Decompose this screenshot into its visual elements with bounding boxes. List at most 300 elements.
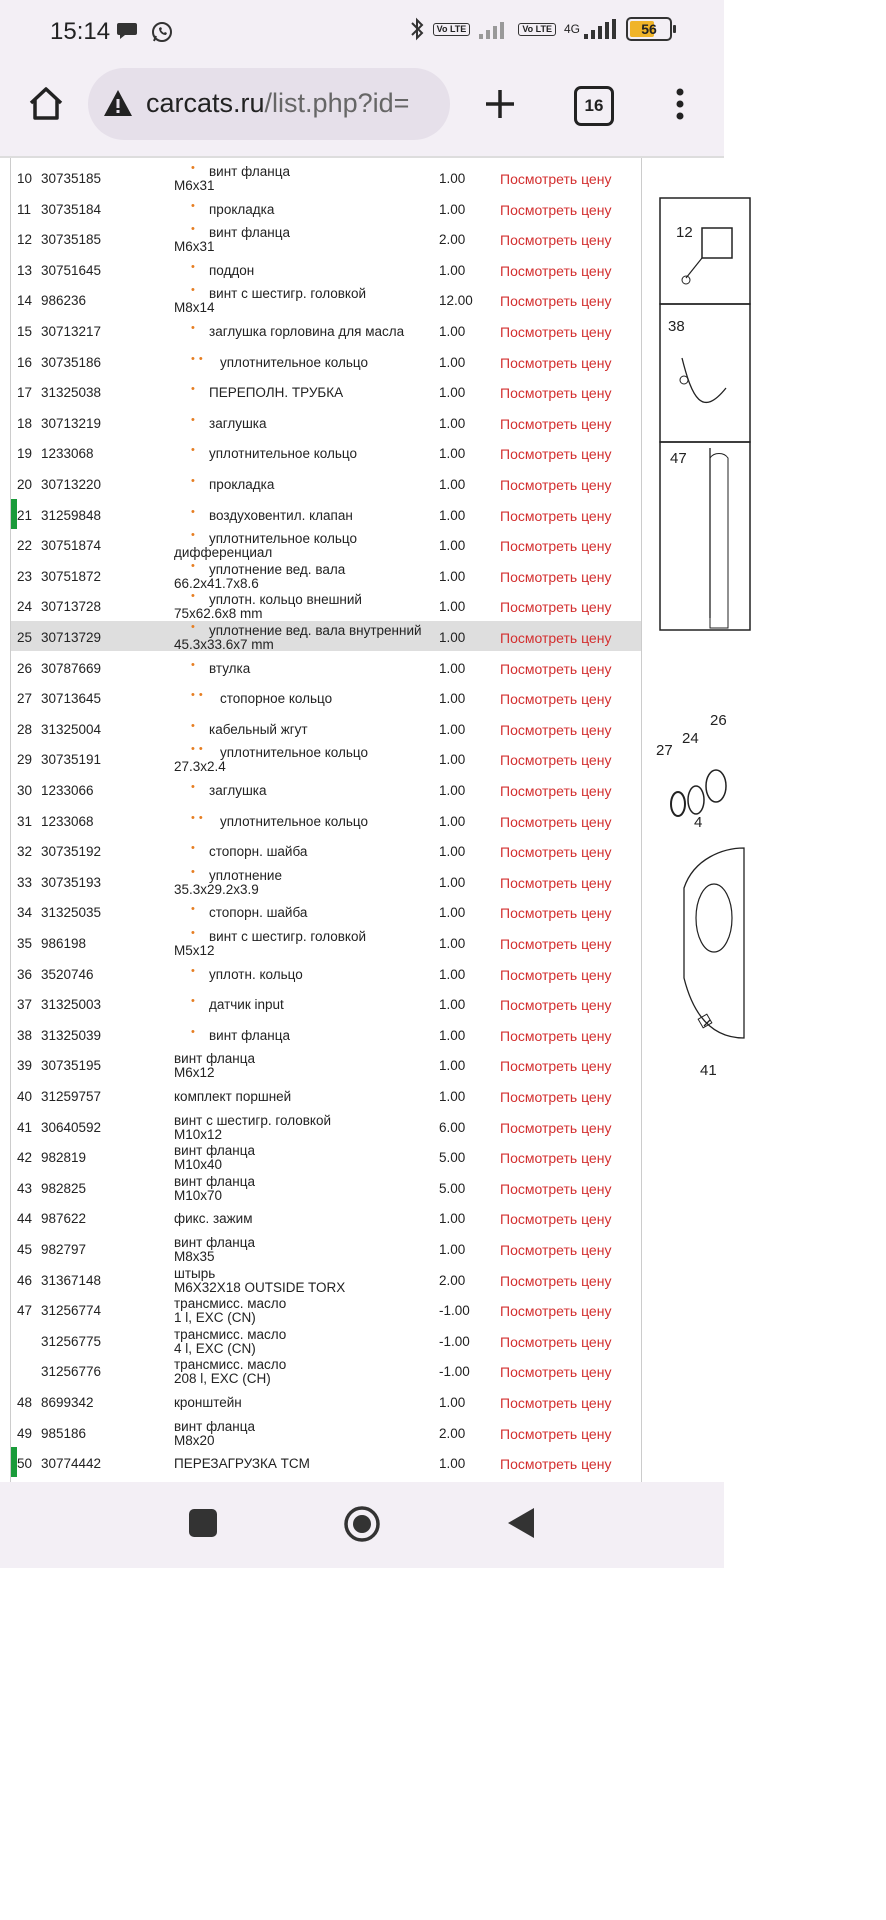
- part-spec: M6x31: [174, 178, 215, 193]
- quantity: 1.00: [439, 385, 466, 401]
- part-description: трансмисс. масло: [174, 1296, 287, 1312]
- indent-dots: •: [191, 865, 199, 878]
- part-spec: M8x35: [174, 1249, 215, 1264]
- part-description: винт фланца: [174, 1173, 255, 1189]
- position-number: 17: [17, 385, 33, 401]
- table-row: [11, 1325, 641, 1355]
- view-price-link[interactable]: Посмотреть цену: [500, 201, 612, 218]
- view-price-link[interactable]: Посмотреть цену: [500, 1242, 612, 1258]
- diagram-label: 24: [682, 730, 699, 747]
- indent-dots: •: [191, 444, 199, 457]
- view-price-link[interactable]: Посмотреть цену: [500, 874, 612, 891]
- table-row: [11, 621, 641, 651]
- view-price-link[interactable]: Посмотреть цену: [500, 1425, 612, 1442]
- quantity: 1.00: [439, 1211, 466, 1227]
- whatsapp-icon: [150, 20, 174, 44]
- quantity: 5.00: [439, 1150, 466, 1166]
- bluetooth-icon: [409, 16, 425, 42]
- position-number: 23: [17, 568, 33, 584]
- view-price-link[interactable]: Посмотреть цену: [500, 262, 612, 279]
- view-price-link[interactable]: Посмотреть цену: [500, 721, 612, 738]
- part-number: 30751645: [41, 262, 102, 278]
- view-price-link[interactable]: Посмотреть цену: [500, 844, 612, 861]
- quantity: 1.00: [439, 752, 466, 768]
- view-price-link[interactable]: Посмотреть цену: [500, 1180, 612, 1197]
- position-number: 34: [17, 905, 33, 921]
- part-spec: 75x62.6x8 mm: [174, 606, 263, 622]
- part-description: уплотнительное кольцо: [209, 446, 357, 462]
- table-row: [11, 927, 641, 957]
- diagram-label: 47: [670, 450, 687, 467]
- indent-dots: •: [191, 199, 199, 212]
- indent-dots: •: [191, 719, 199, 732]
- view-price-link[interactable]: Посмотреть цену: [500, 1027, 612, 1044]
- view-price-link[interactable]: Посмотреть цену: [500, 966, 612, 983]
- table-row: [11, 743, 641, 773]
- recent-apps-button[interactable]: [188, 1508, 218, 1538]
- part-number: 982797: [41, 1242, 87, 1257]
- position-number: 27: [17, 691, 33, 707]
- table-row: [11, 315, 641, 345]
- part-description: стопорное кольцо: [220, 691, 333, 707]
- table-row: [11, 652, 641, 682]
- part-number: 986236: [41, 293, 87, 309]
- part-description: поддон: [209, 262, 255, 278]
- part-number: 30713217: [41, 324, 102, 339]
- part-description: прокладка: [209, 477, 275, 492]
- part-description: комплект поршней: [174, 1089, 292, 1104]
- indent-dots: •: [191, 284, 199, 297]
- view-price-link[interactable]: Посмотреть цену: [500, 385, 612, 402]
- table-row: [11, 468, 641, 498]
- indent-dots: •: [191, 529, 199, 542]
- view-price-link[interactable]: Посмотреть цену: [500, 1364, 612, 1381]
- table-row: [11, 1202, 641, 1232]
- part-number: 30713729: [41, 630, 102, 645]
- table-row: [11, 1141, 641, 1171]
- view-price-link[interactable]: Посмотреть цену: [500, 1395, 612, 1411]
- part-spec: M8x20: [174, 1432, 215, 1448]
- quantity: 1.00: [439, 936, 466, 951]
- indent-dots: •: [191, 842, 199, 855]
- quantity: 1.00: [439, 477, 466, 492]
- view-price-link[interactable]: Посмотреть цену: [500, 630, 612, 646]
- volte-badge-2: Vo LTE: [518, 23, 556, 36]
- table-row: [11, 1172, 641, 1202]
- quantity: 1.00: [439, 813, 466, 829]
- table-row: [11, 590, 641, 620]
- address-bar[interactable]: [88, 68, 450, 140]
- table-row: [11, 682, 641, 712]
- quantity: 1.00: [439, 1027, 466, 1043]
- position-number: 40: [17, 1089, 33, 1104]
- indent-dots: •: [191, 927, 199, 939]
- position-number: 33: [17, 874, 33, 890]
- part-description: кронштейн: [174, 1395, 242, 1410]
- view-price-link[interactable]: Посмотреть цену: [500, 415, 612, 432]
- view-price-link[interactable]: Посмотреть цену: [500, 446, 612, 463]
- position-number: 14: [17, 293, 33, 309]
- system-nav-bar: [0, 1482, 724, 1568]
- page-content: [0, 156, 727, 1484]
- part-spec: 27.3x2.4: [174, 759, 226, 775]
- part-description: уплотнение вед. вала: [209, 561, 346, 577]
- indent-dots: •: [191, 322, 199, 334]
- part-spec: M10x40: [174, 1157, 223, 1173]
- parts-table: [10, 158, 642, 1484]
- part-number: 30735195: [41, 1058, 102, 1074]
- part-number: 30735192: [41, 844, 102, 860]
- view-price-link[interactable]: Посмотреть цену: [500, 813, 612, 830]
- part-description: заглушка: [209, 783, 267, 798]
- diagram-label: 4: [694, 814, 703, 831]
- quantity: 12.00: [439, 293, 473, 309]
- status-time: 15:14: [50, 18, 111, 45]
- part-description: датчик input: [209, 997, 284, 1013]
- quantity: 1.00: [439, 324, 466, 339]
- part-description: штырь: [174, 1265, 216, 1281]
- table-row: [11, 254, 641, 284]
- quantity: 1.00: [439, 1456, 466, 1472]
- quantity: 1.00: [439, 966, 466, 982]
- indent-dots: •: [191, 1025, 199, 1038]
- quantity: 1.00: [439, 354, 466, 370]
- quantity: -1.00: [439, 1364, 470, 1380]
- part-number: 31325004: [41, 721, 102, 737]
- quantity: 1.00: [439, 1089, 466, 1104]
- part-number: 30713645: [41, 691, 102, 707]
- part-number: 986198: [41, 936, 87, 951]
- status-indicators: [409, 16, 672, 42]
- part-description: втулка: [209, 660, 251, 676]
- part-number: 30735186: [41, 354, 102, 370]
- indent-dots: •: [191, 505, 199, 518]
- tab-switcher-button[interactable]: 16: [574, 86, 614, 126]
- table-row: [11, 958, 641, 988]
- view-price-link[interactable]: Посмотреть цену: [500, 507, 612, 524]
- part-spec: M6X32X18 OUTSIDE TORX: [174, 1279, 346, 1295]
- signal-icon: [478, 18, 510, 40]
- view-price-link[interactable]: Посмотреть цену: [500, 691, 612, 708]
- view-price-link[interactable]: Посмотреть цену: [500, 1150, 612, 1167]
- quantity: 1.00: [439, 783, 466, 798]
- part-description: уплотнительное кольцо: [209, 531, 357, 547]
- diagram-label: 41: [700, 1062, 717, 1079]
- part-description: фикс. зажим: [174, 1211, 253, 1227]
- new-tab-button[interactable]: [480, 84, 520, 124]
- view-price-link[interactable]: Посмотреть цену: [500, 1272, 612, 1289]
- position-number: 50: [17, 1456, 33, 1472]
- table-row: [11, 1386, 641, 1416]
- position-number: 16: [17, 354, 33, 370]
- quantity: 1.00: [439, 721, 466, 737]
- part-description: заглушка горловина для масла: [209, 324, 405, 339]
- quantity: -1.00: [439, 1333, 470, 1349]
- indent-dots: •: [191, 413, 199, 426]
- part-number: 31256776: [41, 1364, 102, 1380]
- position-number: 47: [17, 1303, 33, 1319]
- position-number: 42: [17, 1150, 33, 1166]
- position-number: 46: [17, 1272, 33, 1288]
- table-row: [11, 1355, 641, 1385]
- part-number: 30735184: [41, 201, 102, 217]
- quantity: 6.00: [439, 1119, 466, 1135]
- diagram-label: 27: [656, 742, 673, 759]
- part-description: уплотнение вед. вала внутренний: [209, 623, 422, 638]
- table-row: [11, 284, 641, 314]
- indent-dots: •: [191, 964, 199, 977]
- table-row: [11, 223, 641, 253]
- view-price-link[interactable]: Посмотреть цену: [500, 477, 612, 493]
- part-description: воздуховентил. клапан: [209, 507, 353, 523]
- table-row: [11, 988, 641, 1018]
- quantity: 1.00: [439, 630, 466, 645]
- position-number: 25: [17, 630, 33, 645]
- quantity: -1.00: [439, 1303, 470, 1319]
- part-description: уплотнительное кольцо: [220, 745, 368, 761]
- view-price-link[interactable]: Посмотреть цену: [500, 1119, 612, 1136]
- quantity: 1.00: [439, 905, 466, 921]
- position-number: 43: [17, 1180, 33, 1196]
- view-price-link[interactable]: Посмотреть цену: [500, 568, 612, 585]
- part-number: 987622: [41, 1211, 87, 1227]
- part-description: кабельный жгут: [209, 721, 308, 737]
- menu-icon[interactable]: [666, 84, 694, 124]
- part-description: стопорн. шайба: [209, 844, 308, 860]
- indent-dots: •: [191, 223, 199, 236]
- part-number: 985186: [41, 1425, 87, 1441]
- table-row: [11, 713, 641, 743]
- position-number: 13: [17, 262, 33, 278]
- part-number: 982819: [41, 1150, 87, 1166]
- view-price-link[interactable]: Посмотреть цену: [500, 660, 612, 677]
- view-price-link[interactable]: Посмотреть цену: [500, 1303, 612, 1320]
- position-number: 38: [17, 1027, 33, 1043]
- table-row: [11, 1080, 641, 1110]
- quantity: 1.00: [439, 446, 466, 462]
- position-number: 24: [17, 599, 33, 615]
- quantity: 1.00: [439, 201, 466, 217]
- part-number: 31259757: [41, 1089, 102, 1104]
- position-number: 20: [17, 477, 33, 492]
- table-row: [11, 1294, 641, 1324]
- part-description: уплотнительное кольцо: [220, 813, 368, 829]
- status-bar: [0, 0, 724, 64]
- parts-diagram: [644, 158, 727, 1484]
- battery-level: 56: [641, 21, 657, 37]
- view-price-link[interactable]: Посмотреть цену: [500, 936, 612, 952]
- part-spec: 1 l, EXC (CN): [174, 1310, 256, 1326]
- table-row: [11, 1417, 641, 1447]
- part-number: 31256775: [41, 1333, 102, 1349]
- position-number: 37: [17, 997, 33, 1013]
- quantity: 1.00: [439, 1395, 466, 1410]
- position-number: 28: [17, 721, 33, 737]
- part-description: трансмисс. масло: [174, 1357, 287, 1373]
- view-price-link[interactable]: Посмотреть цену: [500, 324, 612, 340]
- part-description: уплотн. кольцо: [209, 966, 303, 982]
- view-price-link[interactable]: Посмотреть цену: [500, 1333, 612, 1350]
- part-number: 31325039: [41, 1027, 102, 1043]
- table-row: [11, 193, 641, 223]
- part-number: 3520746: [41, 966, 94, 982]
- view-price-link[interactable]: Посмотреть цену: [500, 783, 612, 799]
- table-row: [11, 1233, 641, 1263]
- part-spec: 35.3x29.2x3.9: [174, 881, 259, 897]
- position-number: 22: [17, 538, 33, 554]
- quantity: 1.00: [439, 415, 466, 431]
- part-number: 30774442: [41, 1456, 102, 1472]
- part-spec: 45.3x33.6x7 mm: [174, 637, 274, 652]
- view-price-link[interactable]: Посмотреть цену: [500, 1089, 612, 1105]
- view-price-link[interactable]: Посмотреть цену: [500, 1456, 612, 1473]
- position-number: 41: [17, 1119, 33, 1135]
- part-number: 30713220: [41, 477, 102, 492]
- part-number: 1233066: [41, 783, 94, 798]
- part-description: винт с шестигр. головкой: [174, 1112, 332, 1128]
- position-number: 11: [17, 201, 32, 217]
- quantity: 1.00: [439, 660, 466, 676]
- quantity: 1.00: [439, 262, 466, 278]
- view-price-link[interactable]: Посмотреть цену: [500, 1211, 612, 1228]
- battery-icon: [626, 17, 672, 41]
- message-icon: [116, 20, 140, 42]
- warning-icon[interactable]: [102, 88, 134, 118]
- table-row: [11, 499, 641, 529]
- part-number: 30787669: [41, 660, 102, 676]
- position-number: 18: [17, 415, 33, 431]
- view-price-link[interactable]: Посмотреть цену: [500, 538, 612, 555]
- view-price-link[interactable]: Посмотреть цену: [500, 752, 612, 769]
- part-number: 31325038: [41, 385, 102, 401]
- indent-dots: •: [191, 658, 199, 671]
- position-number: 36: [17, 966, 33, 982]
- indent-dots: •: [191, 903, 199, 916]
- position-number: 21: [17, 507, 33, 523]
- quantity: 1.00: [439, 1242, 466, 1257]
- part-description: заглушка: [209, 415, 267, 431]
- diagram-label: 38: [668, 318, 685, 335]
- home-button[interactable]: [26, 84, 66, 124]
- table-row: [11, 805, 641, 835]
- quantity: 1.00: [439, 507, 466, 523]
- part-number: 31325035: [41, 905, 102, 921]
- part-spec: M6x31: [174, 239, 215, 255]
- indent-dots: •: [191, 162, 199, 174]
- table-row: [11, 560, 641, 590]
- indent-dots: ••: [191, 352, 207, 365]
- position-number: 44: [17, 1211, 33, 1227]
- indent-dots: ••: [191, 811, 207, 824]
- part-number: 30713219: [41, 415, 102, 431]
- position-number: 12: [17, 232, 33, 248]
- diagram-label: 12: [676, 224, 693, 241]
- quantity: 2.00: [439, 1425, 466, 1441]
- part-description: винт фланца: [209, 164, 290, 179]
- indent-dots: •: [191, 621, 199, 633]
- part-description: винт фланца: [174, 1051, 255, 1067]
- position-number: 48: [17, 1395, 33, 1410]
- part-number: 30735191: [41, 752, 102, 768]
- part-number: 31256774: [41, 1303, 102, 1319]
- quantity: 1.00: [439, 844, 466, 860]
- quantity: 2.00: [439, 232, 466, 248]
- view-price-link[interactable]: Посмотреть цену: [500, 354, 612, 371]
- quantity: 1.00: [439, 691, 466, 707]
- part-number: 30735185: [41, 232, 102, 248]
- home-nav-button[interactable]: [342, 1504, 382, 1544]
- view-price-link[interactable]: Посмотреть цену: [500, 232, 612, 249]
- quantity: 1.00: [439, 874, 466, 890]
- view-price-link[interactable]: Посмотреть цену: [500, 599, 612, 616]
- table-row: [11, 1264, 641, 1294]
- part-description: прокладка: [209, 201, 275, 217]
- part-spec: 208 l, EXC (CH): [174, 1371, 271, 1387]
- diagram-drawing: [644, 158, 724, 1484]
- browser-toolbar: [0, 64, 724, 156]
- table-row: [11, 896, 641, 926]
- position-number: 26: [17, 660, 33, 676]
- url-text[interactable]: [146, 88, 409, 119]
- part-description: трансмисс. масло: [174, 1326, 287, 1342]
- part-spec: M6x12: [174, 1065, 215, 1081]
- quantity: 1.00: [439, 171, 466, 186]
- part-description: уплотнение: [209, 867, 282, 883]
- indent-dots: •: [191, 260, 199, 273]
- quantity: 1.00: [439, 599, 466, 615]
- url-path: /list.php?id=: [264, 88, 410, 118]
- part-number: 31259848: [41, 507, 102, 523]
- view-price-link[interactable]: Посмотреть цену: [500, 997, 612, 1014]
- part-description: винт фланца: [174, 1143, 255, 1159]
- part-description: стопорн. шайба: [209, 905, 308, 921]
- position-number: 10: [17, 171, 33, 186]
- part-number: 31367148: [41, 1272, 102, 1288]
- indent-dots: •: [191, 995, 199, 1008]
- table-row: [11, 835, 641, 865]
- view-price-link[interactable]: Посмотреть цену: [500, 1058, 612, 1075]
- part-number: 982825: [41, 1180, 87, 1196]
- part-spec: M10x70: [174, 1187, 223, 1203]
- network-type: 4G: [563, 22, 580, 36]
- view-price-link[interactable]: Посмотреть цену: [500, 171, 612, 187]
- part-description: ПЕРЕЗАГРУЗКА TCM: [174, 1456, 310, 1472]
- quantity: 1.00: [439, 997, 466, 1013]
- part-number: 30713728: [41, 599, 102, 615]
- view-price-link[interactable]: Посмотреть цену: [500, 293, 612, 310]
- position-number: 30: [17, 783, 33, 798]
- part-spec: дифференциал: [174, 545, 273, 561]
- table-row: [11, 376, 641, 406]
- table-row: [11, 866, 641, 896]
- signal-icon-2: [582, 18, 618, 40]
- indent-dots: •: [191, 383, 199, 396]
- position-number: 29: [17, 752, 33, 768]
- indent-dots: •: [191, 590, 199, 603]
- part-description: ПЕРЕПОЛН. ТРУБКА: [209, 385, 344, 401]
- indent-dots: •: [191, 559, 199, 572]
- part-description: винт с шестигр. головкой: [209, 929, 367, 944]
- table-row: [11, 1019, 641, 1049]
- back-button[interactable]: [506, 1506, 536, 1540]
- part-number: 30751874: [41, 538, 102, 554]
- diagram-label: 26: [710, 712, 727, 729]
- part-description: винт фланца: [209, 1027, 290, 1043]
- view-price-link[interactable]: Посмотреть цену: [500, 905, 612, 922]
- table-row: [11, 774, 641, 804]
- indent-dots: ••: [191, 743, 207, 756]
- part-description: уплотн. кольцо внешний: [209, 592, 362, 608]
